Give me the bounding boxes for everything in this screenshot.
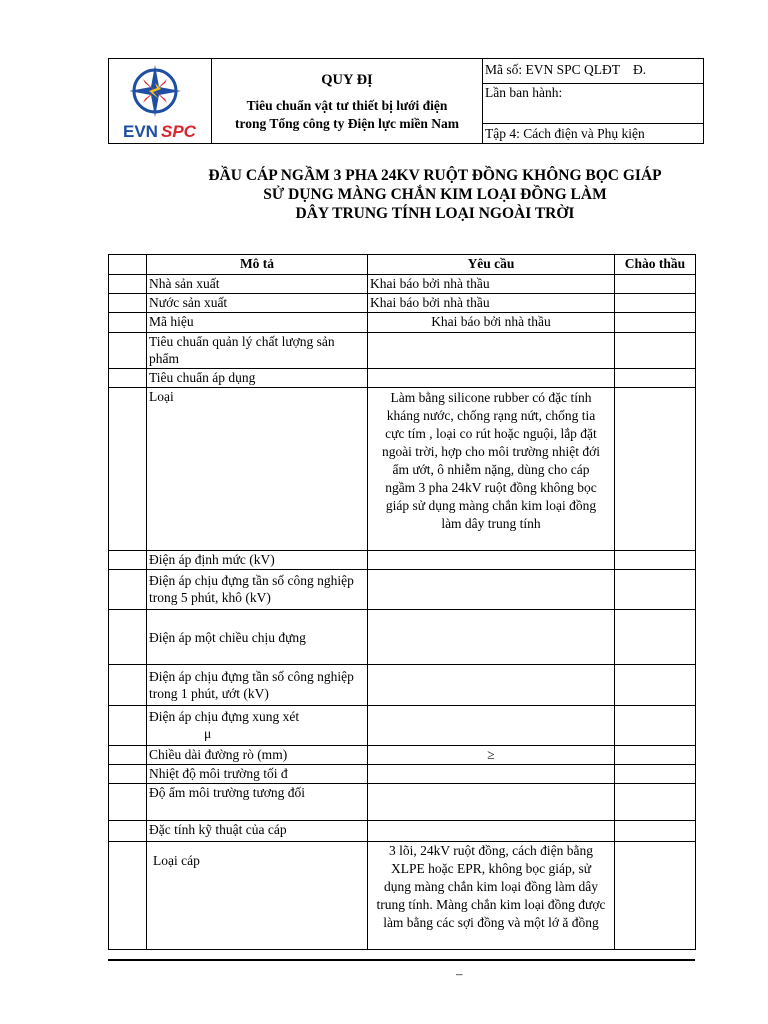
- header-title: QUY ĐỊ: [321, 72, 373, 88]
- doc-code-suffix: Đ.: [633, 62, 647, 77]
- evnspc-logo: [109, 59, 212, 143]
- table-bottom-border: [108, 959, 695, 961]
- row-desc: Điện áp định mức (kV): [147, 551, 368, 570]
- issue-row: Lần ban hành:: [483, 84, 703, 124]
- spec-table: [108, 254, 696, 950]
- row-req: [368, 369, 615, 388]
- volume-row: Tập 4: Cách điện và Phụ kiện: [485, 126, 645, 141]
- row-req: [368, 570, 615, 610]
- row-desc-line1: Điện áp chịu đựng xung xét: [149, 709, 300, 724]
- table-row: [109, 610, 696, 665]
- logo-spc-text: SPC: [161, 122, 196, 141]
- row-req: Khai báo bởi nhà thầu: [368, 313, 615, 333]
- row-req: [368, 610, 615, 665]
- document-title: [140, 166, 730, 223]
- row-desc: Điện áp một chiều chịu đựng: [147, 610, 368, 665]
- table-row: [109, 551, 696, 570]
- row-req: [368, 821, 615, 842]
- table-row: [109, 333, 696, 369]
- row-desc: Loại: [147, 388, 368, 551]
- table-row: [109, 313, 696, 333]
- col-header-req: Yêu cầu: [368, 255, 615, 275]
- table-row: [109, 294, 696, 313]
- row-req: 3 lõi, 24kV ruột đồng, cách điện bằng XLPE hoặc EPR, không bọc giáp, sử dụng màng chắn kim loại đồng làm dây trung tính. Màng chắn kim loại đồng được làm bằng các sợi đồng và một lớ ă đồng: [368, 842, 615, 950]
- row-desc: Tiêu chuẩn quản lý chất lượng sản phẩm: [147, 333, 368, 369]
- header-meta: [483, 59, 703, 143]
- row-req: [368, 333, 615, 369]
- title-line3: DÂY TRUNG TÍNH LOẠI NGOÀI TRỜI: [295, 205, 575, 222]
- row-desc: [147, 706, 368, 746]
- evnspc-logo-icon: [109, 59, 211, 143]
- row-req: [368, 784, 615, 821]
- row-desc: Tiêu chuẩn áp dụng: [147, 369, 368, 388]
- table-row: [109, 388, 696, 551]
- title-line2: SỬ DỤNG MÀNG CHẮN KIM LOẠI ĐỒNG LÀM: [263, 186, 607, 203]
- table-row: [109, 746, 696, 765]
- table-row: [109, 821, 696, 842]
- logo-evn-text: EVN: [123, 122, 158, 141]
- row-desc: Độ ẩm môi trường tương đối: [147, 784, 368, 821]
- row-req: Khai báo bởi nhà thầu: [368, 275, 615, 294]
- col-header-desc: Mô tả: [147, 255, 368, 275]
- row-desc: Chiều dài đường rò (mm): [147, 746, 368, 765]
- row-req: [368, 706, 615, 746]
- row-desc: Loại cáp: [147, 842, 368, 950]
- header-subtitle-line2: trong Tổng công ty Điện lực miền Nam: [235, 116, 459, 131]
- table-row: [109, 784, 696, 821]
- table-row: [109, 665, 696, 706]
- row-desc: Mã hiệu: [147, 313, 368, 333]
- table-row: [109, 275, 696, 294]
- doc-code-label: Mã số: EVN SPC QLĐT: [485, 62, 621, 77]
- row-desc: Điện áp chịu đựng tần số công nghiệp trong 1 phút, ướt (kV): [147, 665, 368, 706]
- header-title-cell: [212, 59, 483, 143]
- row-req: [368, 765, 615, 784]
- table-row: [109, 369, 696, 388]
- header-subtitle: [212, 97, 482, 133]
- document-header: [108, 58, 704, 144]
- col-header-bid: Chào thầu: [615, 255, 696, 275]
- table-header-row: [109, 255, 696, 275]
- table-row: [109, 842, 696, 950]
- row-req: Làm bằng silicone rubber có đặc tính kháng nước, chống rạng nứt, chống tia cực tím , loại co rút hoặc nguội, lắp đặt ngoài trời, hợp cho môi trường nhiệt đới ẩm ướt, ô nhiễm nặng, dùng cho cáp ngầm 3 pha 24kV ruột đồng không bọc giáp sử dụng màng chắn kim loại đồng làm dây trung tính: [368, 388, 615, 551]
- table-row: [109, 765, 696, 784]
- doc-code-row: [483, 59, 703, 84]
- row-desc: Đặc tính kỹ thuật của cáp: [147, 821, 368, 842]
- header-subtitle-line1: Tiêu chuẩn vật tư thiết bị lưới điện: [246, 98, 448, 113]
- row-req: [368, 665, 615, 706]
- row-desc: Nhà sản xuất: [147, 275, 368, 294]
- row-req: ≥: [368, 746, 615, 765]
- col-header-index: [109, 255, 147, 275]
- row-desc: Điện áp chịu đựng tần số công nghiệp trong 5 phút, khô (kV): [147, 570, 368, 610]
- table-row: [109, 570, 696, 610]
- page-footer-mark: –: [456, 966, 463, 981]
- row-req: Khai báo bởi nhà thầu: [368, 294, 615, 313]
- row-req: [368, 551, 615, 570]
- row-desc: Nhiệt độ môi trường tối đ: [147, 765, 368, 784]
- title-line1: ĐẦU CÁP NGẦM 3 PHA 24KV RUỘT ĐỒNG KHÔNG BỌC GIÁP: [208, 167, 662, 184]
- row-desc: Nước sản xuất: [147, 294, 368, 313]
- table-row: [109, 706, 696, 746]
- row-desc-line2: μ: [204, 726, 212, 741]
